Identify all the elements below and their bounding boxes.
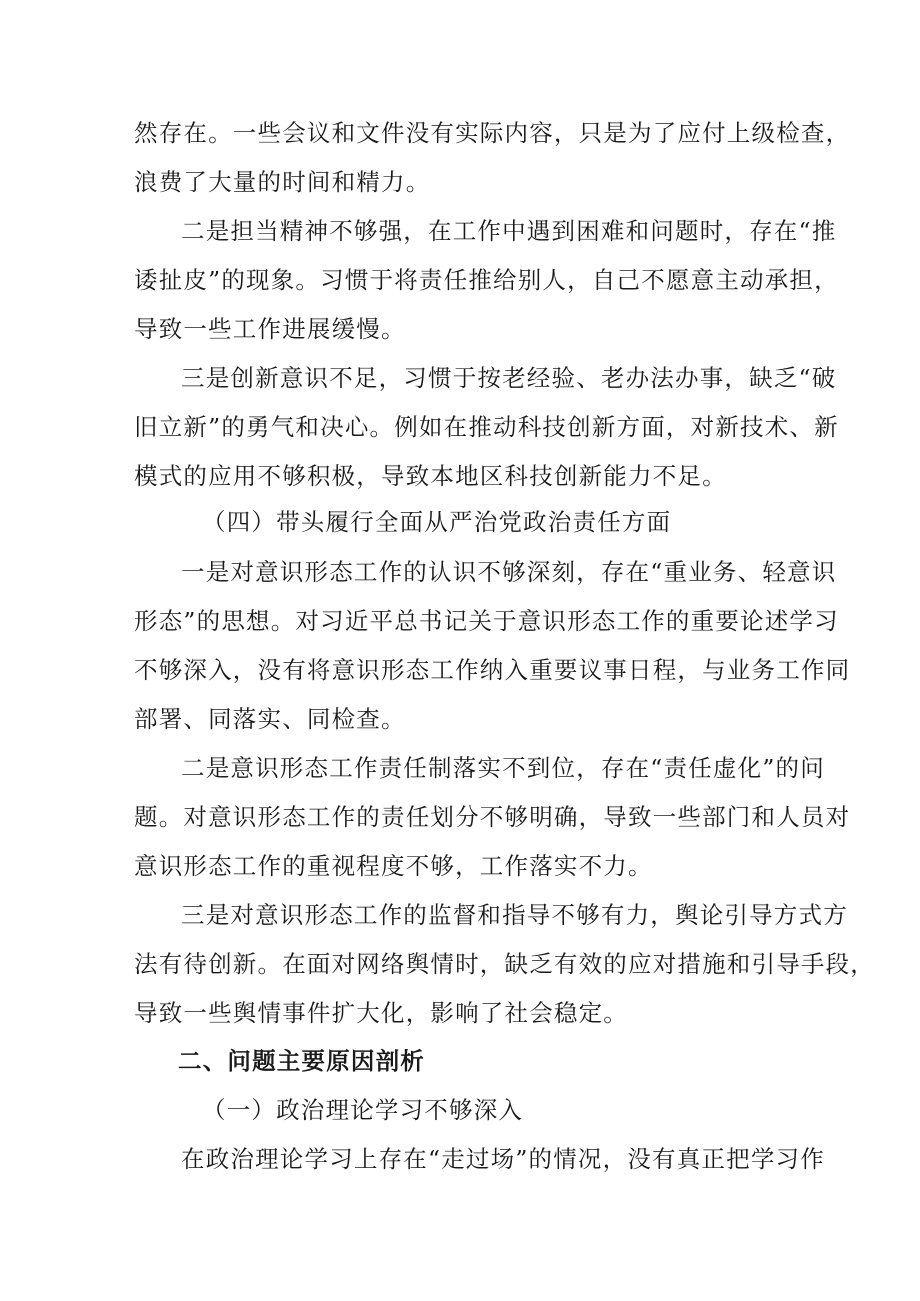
paragraph-line: 二是意识形态工作责任制落实不到位，存在“责任虚化”的问 <box>181 754 825 782</box>
paragraph-line: 三是对意识形态工作的监督和指导不够有力，舆论引导方式方 <box>181 901 848 929</box>
paragraph-line: 部署、同落实、同检查。 <box>134 705 406 733</box>
paragraph-line: 意识形态工作的重视程度不够，工作落实不力。 <box>134 852 653 880</box>
paragraph-line: 然存在。一些会议和文件没有实际内容，只是为了应付上级检查， <box>134 119 851 147</box>
paragraph-line: 一是对意识形态工作的认识不够深刻，存在“重业务、轻意识 <box>181 558 837 586</box>
paragraph-line: 三是创新意识不足，习惯于按老经验、老办法办事，缺乏“破 <box>181 364 837 392</box>
paragraph-line: 在政治理论学习上存在“走过场”的情况，没有真正把学习作 <box>181 1145 825 1173</box>
paragraph-line: 诿扯皮”的现象。习惯于将责任推给别人，自己不愿意主动承担， <box>134 266 839 294</box>
paragraph-line: 二是担当精神不够强，在工作中遇到困难和问题时，存在“推 <box>181 217 837 245</box>
paragraph-line: 模式的应用不够积极，导致本地区科技创新能力不足。 <box>134 462 727 490</box>
paragraph-line: 导致一些工作进展缓慢。 <box>134 315 406 343</box>
section-subheading: （一）政治理论学习不够深入 <box>202 1096 524 1124</box>
paragraph-line: 浪费了大量的时间和精力。 <box>134 168 431 196</box>
paragraph-line: 形态”的思想。对习近平总书记关于意识形态工作的重要论述学习 <box>134 607 839 635</box>
section-heading: 二、问题主要原因剖析 <box>178 1047 425 1075</box>
section-subheading: （四）带头履行全面从严治党政治责任方面 <box>202 508 672 536</box>
paragraph-line: 旧立新”的勇气和决心。例如在推动科技创新方面，对新技术、新 <box>134 413 839 441</box>
paragraph-line: 导致一些舆情事件扩大化，影响了社会稳定。 <box>134 999 628 1027</box>
paragraph-line: 题。对意识形态工作的责任划分不够明确，导致一些部门和人员对 <box>134 803 851 831</box>
paragraph-line: 不够深入，没有将意识形态工作纳入重要议事日程，与业务工作同 <box>134 656 851 684</box>
paragraph-line: 法有待创新。在面对网络舆情时，缺乏有效的应对措施和引导手段， <box>134 950 875 978</box>
